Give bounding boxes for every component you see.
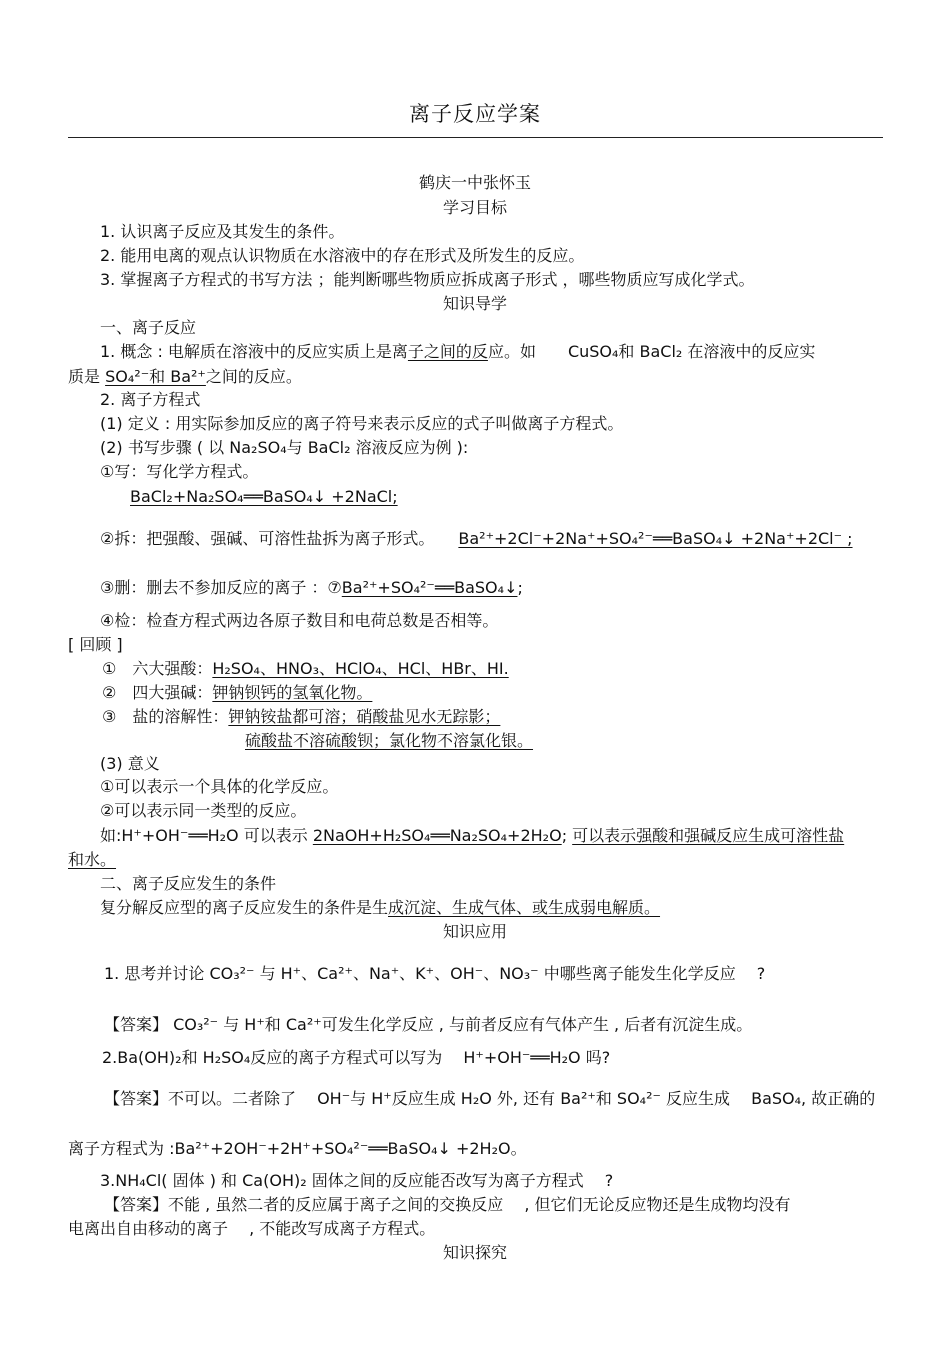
goal-item-3: 3. 掌握离子方程式的书写方法 ；能判断哪些物质应拆成离子形式 ，哪些物质应写成化学式。 [100, 270, 755, 289]
answer-3-line-1: 【答案】不能 , 虽然二者的反应属于离子之间的交换反应 , 但它们无论反应物还是生成物均没有 [104, 1195, 791, 1214]
meaning-title: (3) 意义 [100, 754, 160, 773]
document-title: 离子反应学案 [409, 102, 541, 126]
example-line-2: 和水。 [68, 850, 117, 869]
meaning-item-1: ①可以表示一个具体的化学反应。 [100, 777, 339, 796]
answer-3-line-2: 电离出自由移动的离子 , 不能改写成离子方程式。 [68, 1219, 436, 1238]
ionic-equation-title: 2. 离子方程式 [100, 390, 201, 409]
answer-2-line-1: 【答案】不可以。二者除了 OH⁻与 H⁺反应生成 H₂O 外, 还有 Ba²⁺和 SO₄²⁻ 反应生成 BaSO₄, 故正确的 [104, 1089, 876, 1108]
author-line: 鹤庆一中张怀玉 [418, 173, 531, 192]
concept-line-1: 1. 概念 : 电解质在溶液中的反应实质上是离子之间的反应。如 CuSO₄和 BaCl₂ 在溶液中的反应实 [100, 342, 816, 361]
heading-explore: 知识探究 [442, 1243, 507, 1262]
goal-item-1: 1. 认识离子反应及其发生的条件。 [100, 222, 345, 241]
question-1: 1. 思考并讨论 CO₃²⁻ 与 H⁺、Ca²⁺、Na⁺、K⁺、OH⁻、NO₃⁻ 中哪些离子能发生化学反应 ? [104, 964, 766, 983]
step-split: ②拆：把强酸、强碱、可溶性盐拆为离子形式。 Ba²⁺+2Cl⁻+2Na⁺+SO₄²⁻══BaSO₄↓ +2Na⁺+2Cl⁻ ; [100, 529, 853, 548]
example-line-1: 如:H⁺+OH⁻══H₂O 可以表示 2NaOH+H₂SO₄══Na₂SO₄+2H₂O; 可以表示强酸和强碱反应生成可溶性盐 [100, 826, 845, 845]
answer-2-line-2: 离子方程式为 :Ba²⁺+2OH⁻+2H⁺+SO₄²⁻══BaSO₄↓ +2H₂O。 [68, 1139, 527, 1158]
step-write: ①写：写化学方程式。 [100, 462, 259, 481]
step-write-equation: BaCl₂+Na₂SO₄══BaSO₄↓ +2NaCl; [130, 487, 398, 506]
section-2-title: 二、离子反应发生的条件 [100, 874, 277, 893]
meaning-item-2: ②可以表示同一类型的反应。 [100, 801, 307, 820]
question-3: 3.NH₄Cl( 固体 ) 和 Ca(OH)₂ 固体之间的反应能否改写为离子方程式 ? [100, 1171, 614, 1190]
review-item-2: ② 四大强碱：钾钠钡钙的氢氧化物。 [102, 683, 373, 702]
definition-line: (1) 定义 : 用实际参加反应的离子符号来表示反应的式子叫做离子方程式。 [100, 414, 624, 433]
review-item-1: ① 六大强酸：H₂SO₄、HNO₃、HClO₄、HCl、HBr、HI. [102, 659, 509, 678]
review-item-3: ③ 盐的溶解性：钾钠铵盐都可溶；硝酸盐见水无踪影； [102, 707, 501, 726]
heading-guide: 知识导学 [442, 294, 507, 313]
goal-item-2: 2. 能用电离的观点认识物质在水溶液中的存在形式及所发生的反应。 [100, 246, 585, 265]
question-2: 2.Ba(OH)₂和 H₂SO₄反应的离子方程式可以写为 H⁺+OH⁻══H₂O 吗? [102, 1048, 611, 1067]
step-delete: ③删：删去不参加反应的离子 ：⑦Ba²⁺+SO₄²⁻══BaSO₄↓; [100, 578, 523, 597]
heading-apply: 知识应用 [442, 922, 507, 941]
heading-goals: 学习目标 [442, 198, 507, 217]
answer-1: 【答案】 CO₃²⁻ 与 H⁺和 Ca²⁺可发生化学反应 , 与前者反应有气体产生 , 后者有沉淀生成。 [104, 1015, 753, 1034]
review-item-3-cont: 硫酸盐不溶硫酸钡；氯化物不溶氯化银。 [245, 731, 534, 750]
review-heading: [ 回顾 ] [68, 635, 123, 654]
steps-line: (2) 书写步骤 ( 以 Na₂SO₄与 BaCl₂ 溶液反应为例 ): [100, 438, 469, 457]
section-2-body: 复分解反应型的离子反应发生的条件是生成沉淀、生成气体、或生成弱电解质。 [100, 898, 661, 917]
concept-line-2: 质是 SO₄²⁻和 Ba²⁺之间的反应。 [68, 367, 302, 386]
section-1-title: 一、离子反应 [100, 318, 197, 337]
step-check: ④检：检查方程式两边各原子数目和电荷总数是否相等。 [100, 611, 499, 630]
title-divider [68, 137, 883, 138]
